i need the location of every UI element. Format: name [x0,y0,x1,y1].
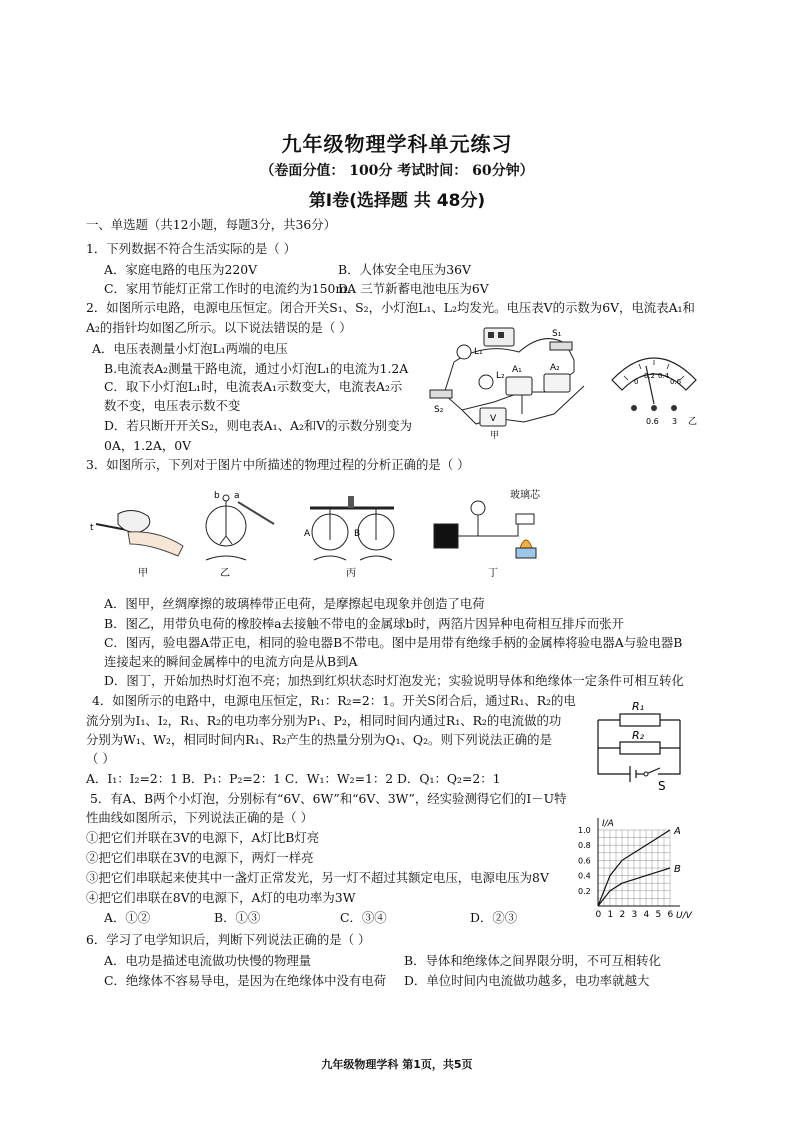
switch-s2 [430,390,452,398]
label-l1: L₁ [474,347,483,357]
ammeter-dial-figure [604,336,704,428]
fig-yi-electroscope [206,491,274,579]
x-tick-label: 4 [643,910,650,920]
q6-stem: 6．学习了电学知识后，判断下列说法正确的是（ ） [86,932,371,947]
q2-option-d-line1: D．若只断开开关S₂，则电表A₁、A₂和V的示数分别变为 [104,418,412,433]
q2-circuit-figure [424,322,600,440]
label-s1: S₁ [552,329,562,339]
ammeter-a2 [544,374,570,392]
exam-info: （卷面分值： 100分 考试时间： 60分钟） [260,163,534,179]
q4-stem-line3: 分别为W₁、W₂，相同时间内R₁、R₂产生的热量分别为Q₁、Q₂。则下列说法正确的是 [86,732,552,747]
label-b: b [214,491,220,501]
fig-label-jia: 甲 [138,568,148,579]
q5-statement-2: ②把它们串联在3V的电源下，两灯一样亮 [86,850,314,865]
q4-stem-line2: 流分别为I₁、I₂，R₁、R₂的电功率分别为P₁、P₂，相同时间内通过R₁、R₂的电流做的功 [86,713,562,728]
section-heading: 一、单选题（共12小题，每题3分，共36分） [86,217,337,232]
y-axis-label: I/A [602,819,614,829]
q4-options: A．I₁：I₂=2：1 B．P₁：P₂=2：1 C．W₁：W₂=1：2 D．Q₁：Q₂=2：1 [86,771,501,786]
series-label-B: B [674,864,681,875]
q1-stem: 1．下列数据不符合生活实际的是（ ） [86,241,297,256]
q4-circuit-figure [580,694,700,792]
fig-ding-glass-core [434,488,541,579]
q2-stem-line2: A₂的指针均如图乙所示。以下说法错误的是（ ） [86,320,352,335]
y-tick-label: 0.6 [578,856,591,866]
dial-tick-3: 0.6 [670,378,682,386]
label-a: a [234,491,240,501]
bulb-l2 [479,375,493,389]
label-t: t [90,523,94,533]
fig-label-yi: 乙 [220,568,230,579]
q5-choice-b: B．①③ [214,910,261,925]
q2-option-d-line2: 0A，1.2A，0V [104,438,192,453]
q2-option-b: B.电流表A₂测量干路电流，通过小灯泡L₁的电流为1.2A [104,361,409,376]
q3-option-c-line1: C．图丙，验电器A带正电，相同的验电器B不带电。图中是用带有绝缘手柄的金属棒将验电器A与验电器B [104,635,683,650]
label-B: B [354,529,361,539]
resistor-r1 [620,714,660,726]
q3-option-d: D．图丁，开始加热时灯泡不亮；加热到红炽状态时灯泡发光；实验说明导体和绝缘体一定条件可相互转化 [104,673,684,688]
q6-option-d: D．单位时间内电流做功越多，电功率就越大 [404,973,650,988]
q3-option-a: A．图甲，丝绸摩擦的玻璃棒带正电荷，是摩擦起电现象并创造了电荷 [104,596,485,611]
q3-option-c-line2: 连接起来的瞬间金属棒中的电流方向是从B到A [104,654,358,669]
q5-stem-line2: 性曲线如图所示，下列说法正确的是（ ） [86,810,313,825]
label-glass-core: 玻璃芯 [510,490,540,501]
label-a1: A₁ [512,365,522,375]
label-r1: R₁ [632,700,645,713]
label-A: A [304,529,311,539]
q2-option-c-line2: 数不变，电压表示数不变 [104,398,241,413]
x-tick-label: 0 [595,910,602,920]
q4-stem-line1: 4．如图所示的电路中，电源电压恒定，R₁：R₂=2：1。开关S闭合后，通过R₁、R₂的电 [92,693,576,708]
q6-option-b: B．导体和绝缘体之间界限分明，不可互相转化 [404,953,661,968]
bulb-l1 [457,345,471,359]
q5-choice-c: C．③④ [340,910,387,925]
q5-choice-a: A．①② [104,910,151,925]
x-tick-label: 3 [631,910,638,920]
q6-option-a: A．电功是描述电流做功快慢的物理量 [104,953,312,968]
fig-label-yi: 乙 [688,417,698,427]
fig-label-bing: 丙 [346,568,356,579]
y-tick-label: 0.8 [578,841,591,851]
series-label-A: A [674,826,681,837]
fig-label-jia: 甲 [490,431,500,440]
fig-jia-rubbing [90,510,183,579]
q5-statement-4: ④把它们串联在8V的电源下，A灯的电功率为3W [86,890,356,905]
q1-option-c: C．家用节能灯正常工作时的电流约为150mA [104,281,357,296]
terminal-06: 0.6 [646,417,659,426]
q3-stem: 3．如图所示，下列对于图片中所描述的物理过程的分析正确的是（ ） [86,457,470,472]
terminal-3: 3 [672,417,678,426]
q1-option-b: B．人体安全电压为36V [338,262,471,277]
label-v: V [490,414,497,424]
x-tick-label: 6 [667,910,674,920]
ammeter-a1 [506,377,532,395]
q2-option-a: A．电压表测量小灯泡L₁两端的电压 [92,341,288,356]
label-r2: R₂ [632,729,645,742]
y-tick-label: 0.4 [578,871,591,881]
q2-stem-line1: 2．如图所示电路，电源电压恒定。闭合开关S₁、S₂，小灯泡L₁、L₂均发光。电压表V的示数为6V，电流表A₁和 [86,300,695,315]
label-s: S [658,779,666,792]
label-s2: S₂ [434,405,444,415]
x-tick-label: 1 [607,910,614,920]
dial-tick-0: 0 [634,378,639,386]
q2-option-c-line1: C．取下小灯泡L₁时，电流表A₁示数变大，电流表A₂示 [104,379,403,394]
q5-stem-line1: 5．有A、B两个小灯泡，分别标有“6V、6W”和“6V、3W”，经实验测得它们的I－U特 [90,791,567,806]
page-footer: 九年级物理学科 第1页，共5页 [321,1058,473,1071]
label-a2: A₂ [550,363,560,373]
dial-tick-1: 0.2 [644,372,656,380]
x-tick-label: 5 [655,910,662,920]
fig-label-ding: 丁 [488,568,498,579]
dial-tick-2: 0.4 [658,372,670,380]
part-title: 第Ⅰ卷(选择题 共 48分) [308,191,486,211]
resistor-r2 [620,742,660,754]
x-axis-label: U/V [676,911,692,920]
y-tick-label: 1.0 [578,826,591,835]
fig-bing-two-electroscopes [304,496,394,579]
q5-statement-3: ③把它们串联起来使其中一盏灯正常发光，另一灯不超过其额定电压，电源电压为8V [86,870,549,885]
iu-curve-chart [574,808,698,920]
q1-option-a: A．家庭电路的电压为220V [104,262,258,277]
q4-stem-line4: （ ） [86,751,115,766]
page-title: 九年级物理学科单元练习 [281,132,513,156]
q5-choice-d: D．②③ [470,910,518,925]
switch-s1 [550,342,572,350]
x-tick-label: 2 [619,910,626,920]
q3-figures [88,484,568,584]
q3-option-b: B．图乙，用带负电荷的橡胶棒a去接触不带电的金属球b时，两箔片因异种电荷相互排斥而张开 [104,616,625,631]
q5-statement-1: ①把它们并联在3V的电源下，A灯比B灯亮 [86,830,320,845]
q1-option-d: D．三节新蓄电池电压为6V [338,281,489,296]
y-tick-label: 0.2 [578,886,591,896]
label-l2: L₂ [496,371,505,381]
q6-option-c: C．绝缘体不容易导电，是因为在绝缘体中没有电荷 [104,973,387,988]
